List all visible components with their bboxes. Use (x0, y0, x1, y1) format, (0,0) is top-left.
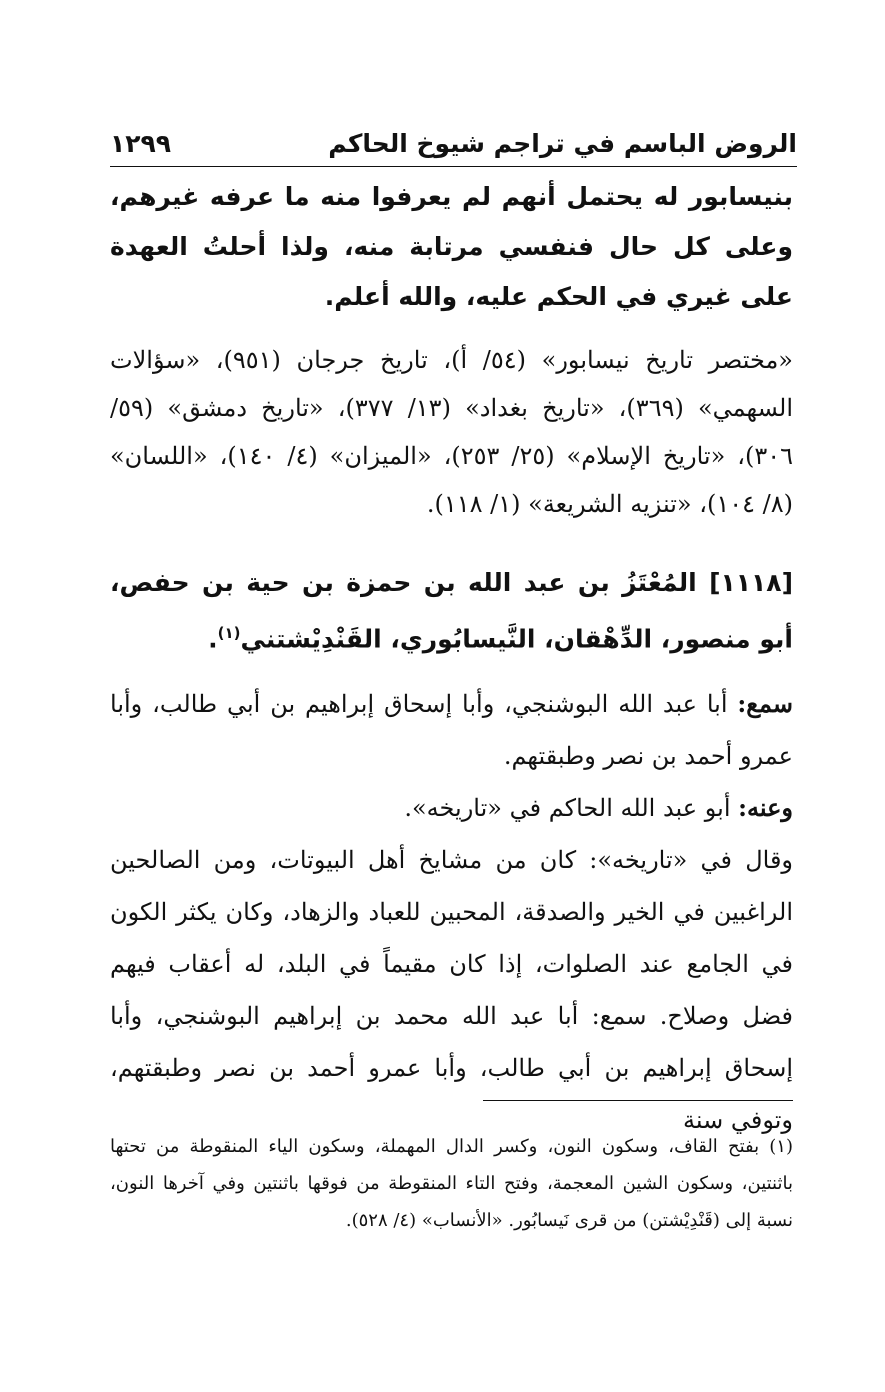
running-title: الروض الباسم في تراجم شيوخ الحاكم (328, 129, 797, 158)
entry-title (110, 558, 793, 664)
entry-title-text: [١١١٨] المُعْتَزُ بن عبد الله بن حمزة بن حية بن حفص، أبو منصور، الدِّهْقان، النَّيسابُوري، القَنْدِيْشتني (110, 568, 793, 654)
said-paragraph: وقال في «تاريخه»: كان من مشايخ أهل البيوتات، ومن الصالحين الراغبين في الخير والصدقة، المحبين للعباد والزهاد، وكان يكثر الكون في الجامع عند الصلوات، إذا كان مقيماً في البلد، له أعقاب فيهم فضل وصلاح. سمع: أبا عبد الله محمد بن إبراهيم البوشنجي، وأبا إسحاق إبراهيم بن أبي طالب، وأبا عمرو أحمد بن نصر وطبقتهم، وتوفي سنة (110, 846, 793, 1135)
opening-paragraph: بنيسابور له يحتمل أنهم لم يعرفوا منه ما عرفه غيرهم، وعلى كل حال فنفسي مرتابة منه، ولذا أحلتُ العهدة على غيري في الحكم عليه، والله أعلم. (110, 182, 793, 311)
from-him-text: أبو عبد الله الحاكم في «تاريخه». (404, 794, 739, 823)
footnote-marker: (١) (217, 624, 241, 642)
heard-label: سمع: (737, 689, 793, 719)
footnote: (١) بفتح القاف، وسكون النون، وكسر الدال المهملة، وسكون الياء المنقوطة من تحتها باثنتين، وسكون الشين المعجمة، وفتح التاء المنقوطة من فوقها باثنتين وفي آخرها النون، نسبة إلى (قَنْدِيْشتن) من قرى نَيسابُور. «الأنساب» (٤/ ٥٢٨). (110, 1136, 793, 1231)
references-paragraph: «مختصر تاريخ نيسابور» (٥٤/ أ)، تاريخ جرجان (٩٥١)، «سؤالات السهمي» (٣٦٩)، «تاريخ بغداد» (١٣/ ٣٧٧)، «تاريخ دمشق» (٥٩/ ٣٠٦)، «تاريخ الإسلام» (٢٥/ ٢٥٣)، «الميزان» (٤/ ١٤٠)، «اللسان» (٨/ ١٠٤)، «تنزيه الشريعة» (١/ ١١٨). (110, 346, 793, 518)
page-number: ١٢٩٩ (110, 129, 172, 158)
from-him-label: وعنه: (738, 793, 793, 823)
footnote-rule (483, 1100, 793, 1101)
from-him-paragraph (110, 782, 793, 834)
heard-paragraph (110, 678, 793, 782)
heard-text: أبا عبد الله البوشنجي، وأبا إسحاق إبراهيم بن أبي طالب، وأبا عمرو أحمد بن نصر وطبقتهم. (110, 690, 793, 771)
running-header (110, 118, 797, 158)
entry-title-end: . (208, 624, 218, 654)
header-rule (110, 166, 797, 167)
main-text (110, 172, 793, 1146)
